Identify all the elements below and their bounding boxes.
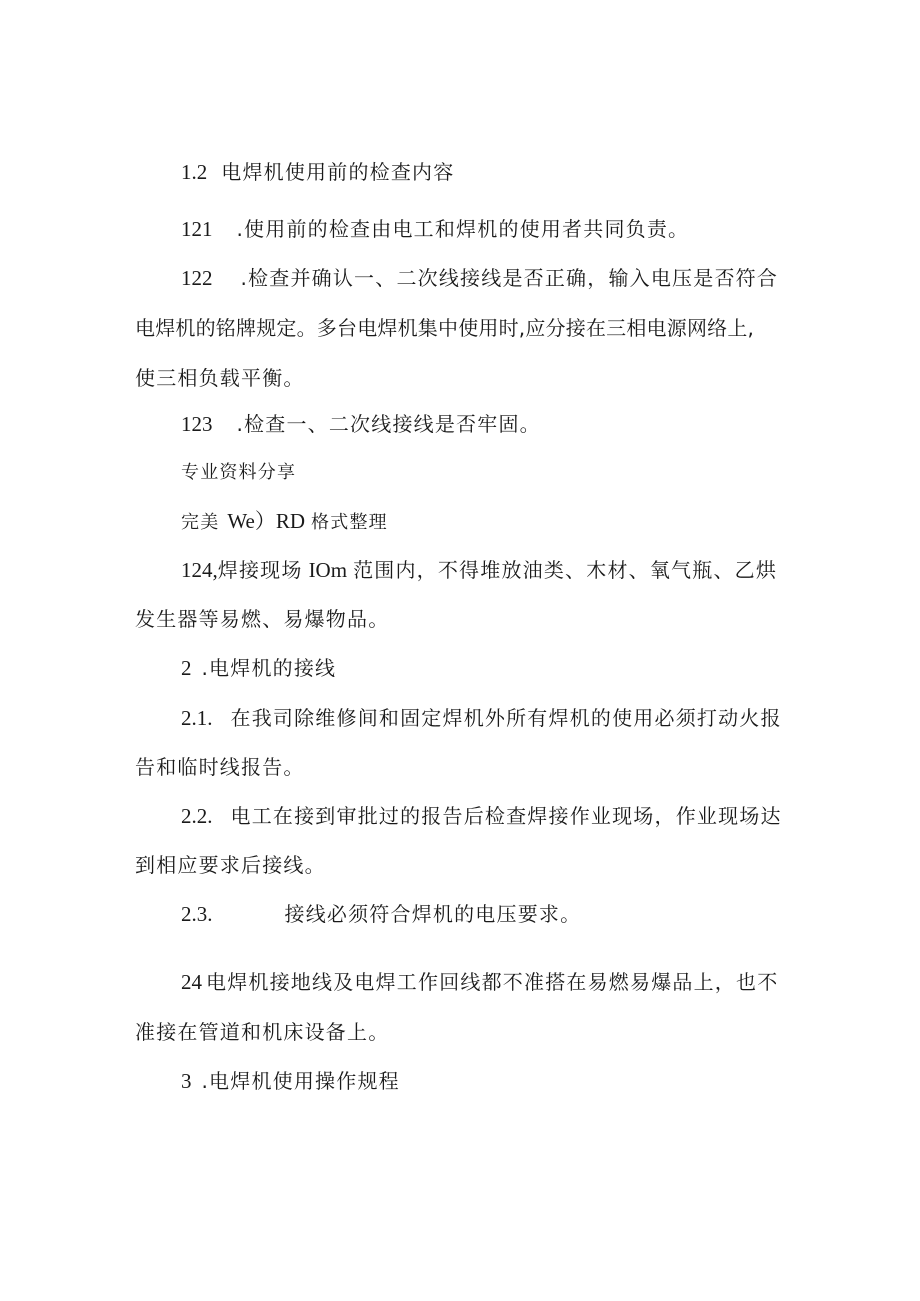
item-number: 123 <box>181 412 213 436</box>
watermark-suffix: 格式整理 <box>311 512 388 533</box>
section-number: 3 <box>181 1069 192 1093</box>
paragraph-124-line-1 <box>181 557 777 583</box>
section-title: 电焊机使用前的检查内容 <box>221 160 455 184</box>
item-number: 124, <box>181 558 218 582</box>
item-number: 24 <box>181 970 202 994</box>
watermark-text-1: 专业资料分享 <box>181 462 297 483</box>
section-title: .电焊机使用操作规程 <box>201 1069 400 1093</box>
item-text: .检查一、二次线接线是否牢固。 <box>236 412 541 436</box>
distance-value: IOm <box>308 558 348 582</box>
watermark-text-2 <box>181 508 388 536</box>
section-number: 2 <box>181 656 192 680</box>
item-text: 在我司除维修间和固定焊机外所有焊机的使用必须打动火报 <box>230 706 782 730</box>
item-text: .使用前的检查由电工和焊机的使用者共同负责。 <box>236 217 690 241</box>
paragraph-2-1-line-1 <box>181 705 782 731</box>
paragraph-122-line-1 <box>181 265 778 291</box>
item-number: 121 <box>181 217 213 241</box>
item-text: 接线必须符合焊机的电压要求。 <box>284 902 582 926</box>
section-heading-2 <box>181 655 336 681</box>
section-heading-1-2 <box>181 159 454 185</box>
paragraph-124-line-2: 发生器等易燃、易爆物品。 <box>135 607 390 631</box>
item-number: 2.2. <box>181 804 213 828</box>
paragraph-2-2-line-2: 到相应要求后接线。 <box>135 853 326 877</box>
item-text: 电焊机接地线及电焊工作回线都不准搭在易燃易爆品上，也不 <box>206 970 779 994</box>
item-number: 122 <box>181 266 213 290</box>
watermark-prefix: 完美 <box>181 512 220 533</box>
paragraph-24-line-1 <box>181 969 778 995</box>
paragraph-121 <box>181 216 689 242</box>
section-heading-3 <box>181 1068 400 1094</box>
item-text: 电工在接到审批过的报告后检查焊接作业现场，作业现场达 <box>230 804 782 828</box>
paragraph-2-2-line-1 <box>181 803 782 829</box>
paragraph-122-line-2: 电焊机的铭牌规定。多台电焊机集中使用时,应分接在三相电源网络上, <box>135 316 755 340</box>
paragraph-122-line-3: 使三相负载平衡。 <box>135 366 305 390</box>
item-text-part-2: 范围内，不得堆放油类、木材、氧气瓶、乙烘 <box>353 558 778 582</box>
item-number: 2.3. <box>181 902 213 926</box>
paragraph-2-1-line-2: 告和临时线报告。 <box>135 755 305 779</box>
item-text-part-1: 焊接现场 <box>217 558 303 582</box>
paragraph-24-line-2: 准接在管道和机床设备上。 <box>135 1020 390 1044</box>
paragraph-2-3 <box>181 901 581 927</box>
section-title: .电焊机的接线 <box>201 656 337 680</box>
watermark-code: We）RD <box>227 509 306 533</box>
section-number: 1.2 <box>181 160 208 184</box>
item-text: .检查并确认一、二次线接线是否正确，输入电压是否符合 <box>240 266 779 290</box>
paragraph-123 <box>181 411 541 437</box>
item-number: 2.1. <box>181 706 213 730</box>
